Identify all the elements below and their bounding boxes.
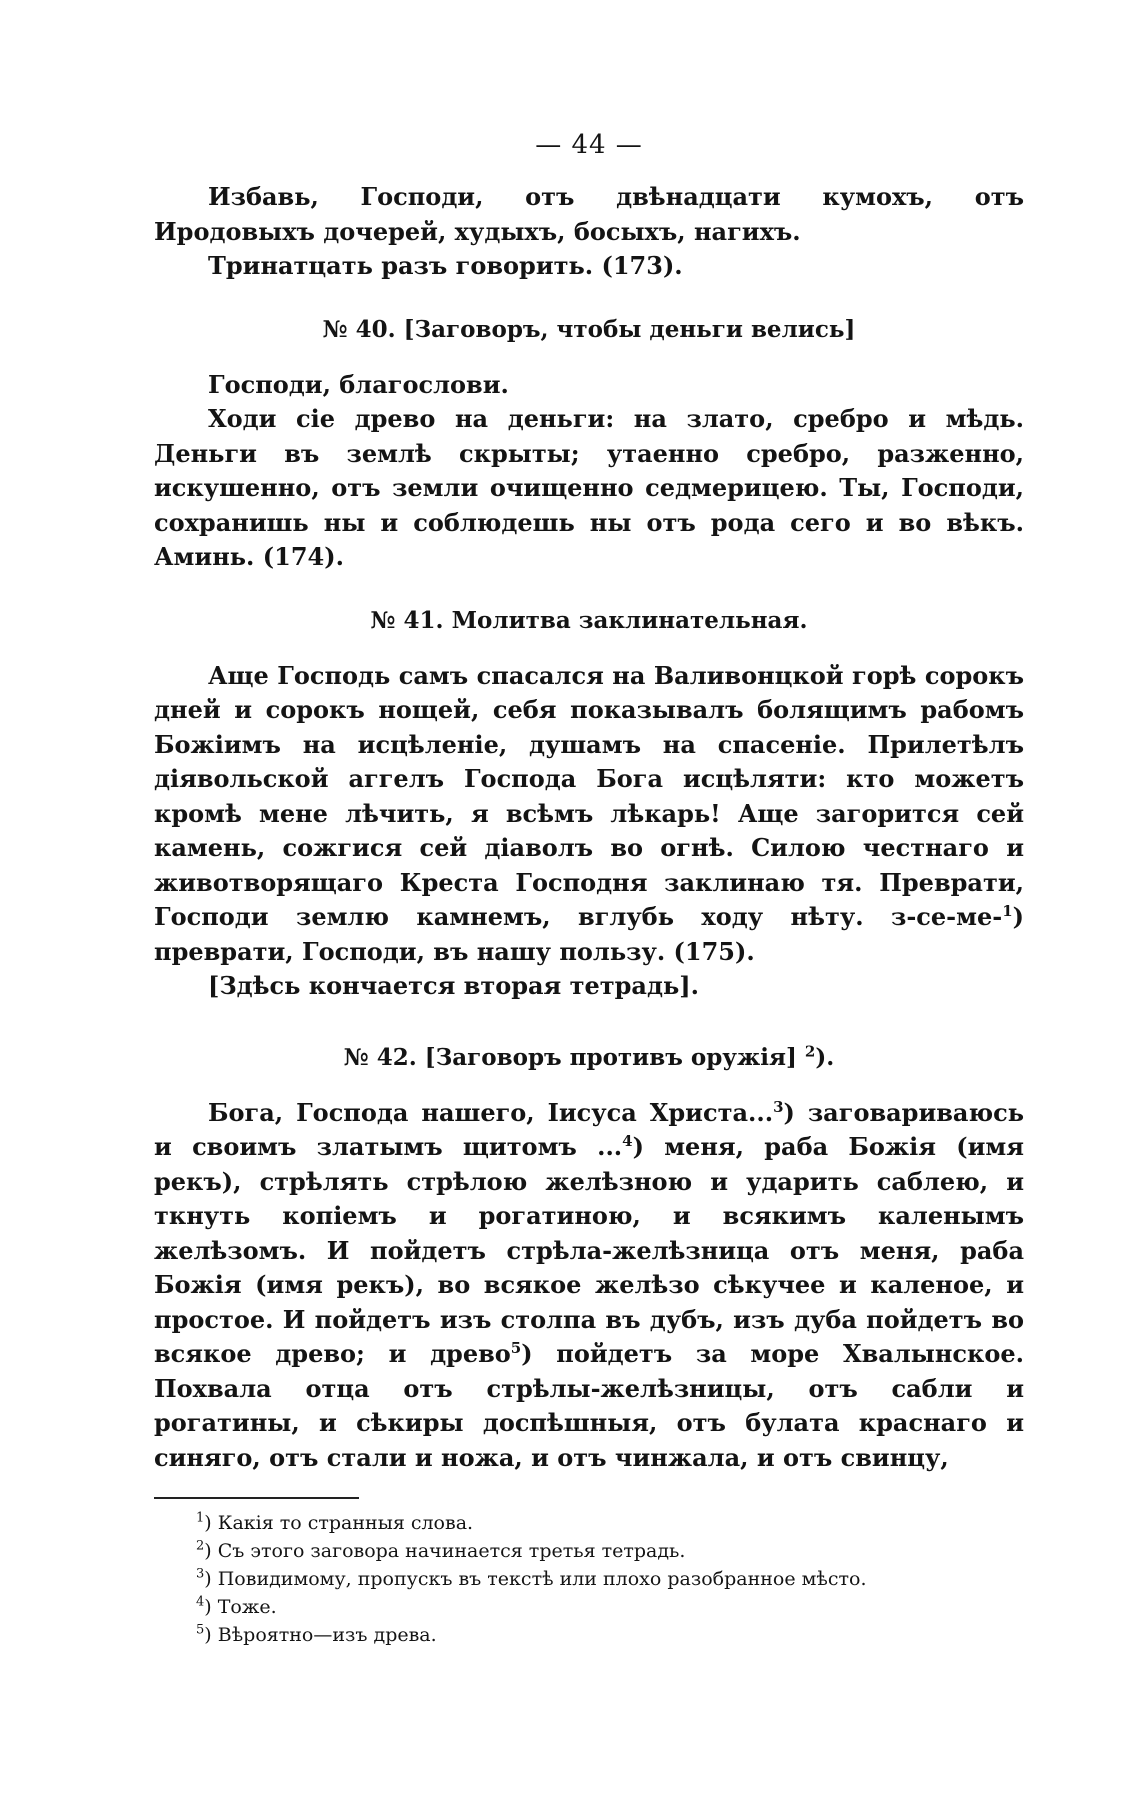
section-41-text-a: Аще Господь самъ спасался на Валивонцкой горѣ сорокъ дней и сорокъ нощей, себя показывалъ болящимъ рабомъ Божіимъ на исцѣленіе, душамъ на спасеніе. Прилетѣлъ діявольской аггелъ Господа Бога исцѣляти: кто можетъ кромѣ мене лѣчить, я всѣмъ лѣкарь! Аще загорится сей камень, сожгися сей діаволъ во огнѣ. Силою честнаго и животворящаго Креста Господня заклинаю тя. Преврати, Господи землю камнемъ, вглубь ходу нѣту. з-се-ме- (154, 660, 1024, 931)
footnote-1 (196, 1509, 1024, 1537)
footnote-text: ) Какія то странныя слова. (204, 1512, 474, 1534)
footnote-3 (196, 1565, 1024, 1593)
section-42-heading (154, 1042, 1024, 1074)
footnote-mark: 2 (196, 1538, 205, 1554)
section-42-text-1: Бога, Господа нашего, Іисуса Христа... (208, 1097, 774, 1127)
footnote-ref-5: 5 (510, 1339, 522, 1357)
footnote-text: ) Тоже. (204, 1596, 277, 1618)
footnote-text: ) Вѣроятно—изъ древа. (204, 1624, 437, 1646)
footnote-ref-1: 1 (1002, 902, 1013, 920)
footnote-mark: 5 (196, 1622, 205, 1638)
section-41-text-b: ) преврати, Господи, въ нашу пользу. (175). (154, 902, 1024, 966)
section-40-blessing: Господи, благослови. (208, 369, 509, 399)
repeat-instruction: Тринатцать разъ говорить. (173). (208, 251, 683, 280)
section-42-text-2: ) заговариваюсь и своимъ златымъ щитомъ ... (154, 1097, 1024, 1161)
notebook-end-note: [Здѣсь кончается вторая тетрадь]. (208, 971, 699, 1000)
footnote-4 (196, 1593, 1024, 1621)
section-42-text-4: ) пойдетъ за море Хвалынское. Похвала отца отъ стрѣлы-желѣзницы, отъ сабли и рогатины, и сѣкиры доспѣшныя, отъ булата краснаго и синяго, отъ стали и ножа, и отъ чинжала, и отъ свинцу, (154, 1339, 1024, 1472)
footnote-mark: 1 (196, 1510, 205, 1526)
section-42-text-3: ) меня, раба Божія (имя рекъ), стрѣлять стрѣлою желѣзною и ударить саблею, и ткнуть копіемъ и рогатиною, и всякимъ каленымъ желѣзомъ. И пойдетъ стрѣла-желѣзница отъ меня, раба Божія (имя рекъ), во всякое желѣзо сѣкучее и каленое, и простое. И пойдетъ изъ столпа въ дубъ, изъ дуба пойдетъ во всякое древо; и древо (154, 1132, 1024, 1368)
footnote-ref-3: 3 (773, 1097, 784, 1116)
section-42-title-end: ). (815, 1043, 835, 1071)
footnote-ref-2: 2 (804, 1041, 816, 1060)
section-40-heading: № 40. [Заговоръ, чтобы деньги велись] (322, 315, 856, 343)
section-40-text: Ходи сіе древо на деньги: на злато, сребро и мѣдь. Деньги въ землѣ скрыты; утаенно сребро, разженно, искушенно, отъ земли очищенно седмерицею. Ты, Господи, сохранишь ны и соблюдешь ны отъ рода сего и во вѣкъ. Аминь. (174). (154, 404, 1024, 571)
section-42-text (154, 1096, 1024, 1476)
section-41-text (154, 659, 1024, 970)
footnote-2 (196, 1537, 1024, 1565)
page-number: — 44 — (535, 130, 643, 160)
section-41-heading: № 41. Молитва заклинательная. (370, 606, 808, 634)
footnote-ref-4: 4 (622, 1132, 633, 1150)
footnote-5 (196, 1621, 1024, 1649)
footnote-text: ) Съ этого заговора начинается третья тетрадь. (204, 1540, 686, 1562)
footnote-divider (154, 1497, 359, 1499)
book-page (154, 130, 1024, 1649)
footnotes (154, 1509, 1024, 1649)
continued-paragraph: Избавь, Господи, отъ двѣнадцати кумохъ, отъ Иродовыхъ дочерей, худыхъ, босыхъ, нагихъ. (154, 182, 1024, 246)
footnote-mark: 4 (196, 1594, 205, 1610)
section-42-title: № 42. [Заговоръ противъ оружія] (343, 1043, 797, 1071)
footnote-text: ) Повидимому, пропускъ въ текстѣ или плохо разобранное мѣсто. (204, 1568, 867, 1590)
footnote-mark: 3 (196, 1566, 205, 1582)
